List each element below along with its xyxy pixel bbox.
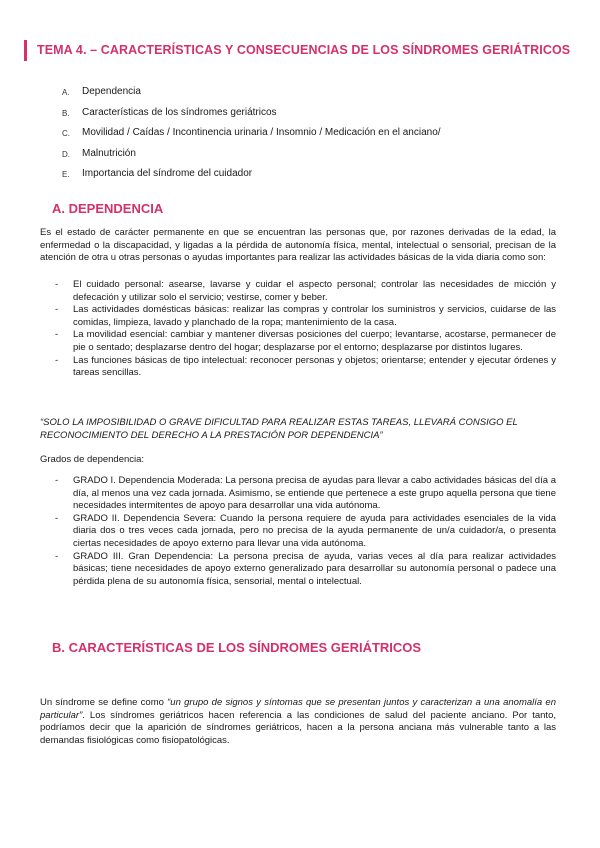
- section-b-heading: B. CARACTERÍSTICAS DE LOS SÍNDROMES GERIÁTRICOS: [52, 640, 422, 655]
- dash-bullet: -: [55, 329, 59, 341]
- list-item: - GRADO III. Gran Dependencia: La persona precisa de ayuda, varias veces al día para realizar actividades básicas; tiene necesidades de apoyo externo generalizado para desarrollar su autonomía personal o padece una pérdida plena de su autonomía física, sensorial, mental o intelectual.: [55, 550, 556, 587]
- table-of-contents: [62, 86, 562, 189]
- section-a-intro: Es el estado de carácter permanente en que se encuentran las personas que, por razones derivadas de la edad, la enfermedad o la discapacidad, y ligadas a la pérdida de autonomía física, mental, intelectual o sensorial, precisan de la atención de otra u otras personas o ayudas importantes para realizar las actividades básicas de la vida diaria como son:: [40, 227, 556, 264]
- section-a-heading: A. DEPENDENCIA: [52, 201, 164, 216]
- dash-bullet: -: [55, 279, 59, 290]
- title-block: [24, 40, 577, 61]
- toc-item: C. Movilidad / Caídas / Incontinencia urinaria / Insomnio / Medicación en el anciano/: [62, 127, 441, 138]
- dependency-note: “SOLO LA IMPOSIBILIDAD O GRAVE DIFICULTAD PARA REALIZAR ESTAS TAREAS, LLEVARÁ CONSIGO EL RECONOCIMIENTO DEL DERECHO A LA PRESTACIÓN POR DEPENDENCIA”: [40, 417, 518, 441]
- list-item: - El cuidado personal: asearse, lavarse y cuidar el aspecto personal; controlar las necesidades de micción y defecación y utilizar solo el servicio; vestirse, comer y beber.: [55, 279, 556, 303]
- dash-bullet: -: [55, 304, 59, 316]
- syndrome-definition: “un grupo de signos y síntomas que se presentan juntos y caracterizan a una anomalía en particular”: [40, 697, 556, 721]
- grades-label: Grados de dependencia:: [40, 454, 145, 465]
- toc-item: A. Dependencia: [62, 86, 141, 97]
- activities-list: [40, 279, 556, 380]
- toc-item: B. Características de los síndromes geriátricos: [62, 106, 277, 118]
- page-title: TEMA 4. – CARACTERÍSTICAS Y CONSECUENCIAS DE LOS SÍNDROMES GERIÁTRICOS: [37, 43, 571, 57]
- section-b-intro: Un síndrome se define como “un grupo de signos y síntomas que se presentan juntos y caracterizan a una anomalía en particular”. Los síndromes geriátricos hacen referencia a las condiciones de salud del paciente anciano. Por tanto, podríamos decir que la aparición de síndromes geriátricos, hacen a la persona anciana más vulnerable tanto a las demandas fisiológicas como fisiopatológicas.: [40, 697, 556, 746]
- dash-bullet: -: [55, 475, 59, 486]
- list-item: - Las funciones básicas de tipo intelectual: reconocer personas y objetos; orientarse; entender y ejecutar órdenes y tareas sencillas.: [55, 354, 556, 379]
- dash-bullet: -: [55, 550, 59, 562]
- list-item: - La movilidad esencial: cambiar y mantener diversas posiciones del cuerpo; levantarse, acostarse, permanecer de pie o sentado; desplazarse dentro del hogar; desplazarse por el entorno; desplazarse por distintos lugares.: [55, 329, 556, 353]
- toc-item: D. Malnutrición: [62, 147, 136, 159]
- toc-item: E. Importancia del síndrome del cuidador: [62, 168, 253, 179]
- list-item: - Las actividades domésticas básicas: realizar las compras y controlar los suministros y servicios, cuidarse de las comidas, limpieza, lavado y planchado de la ropa; mantenimiento de la casa.: [55, 304, 556, 328]
- list-item: - GRADO I. Dependencia Moderada: La persona precisa de ayudas para llevar a cabo actividades básicas del día a día, al menos una vez cada jornada. Asimismo, se entiende que pertenece a este grupo aquella persona que tiene necesidades intermitentes de apoyo para desarrollar una vida autónoma.: [55, 475, 556, 512]
- grades-list: [40, 475, 556, 588]
- dash-bullet: -: [55, 354, 59, 366]
- dash-bullet: -: [55, 512, 59, 524]
- list-item: - GRADO II. Dependencia Severa: Cuando la persona requiere de ayuda para actividades esenciales de la vida diaria dos o tres veces cada jornada, pero no precisa de la ayuda permanente de un/a cuidador/a, o presenta ciertas necesidades de apoyo externo para llevar una vida autónoma.: [55, 512, 556, 549]
